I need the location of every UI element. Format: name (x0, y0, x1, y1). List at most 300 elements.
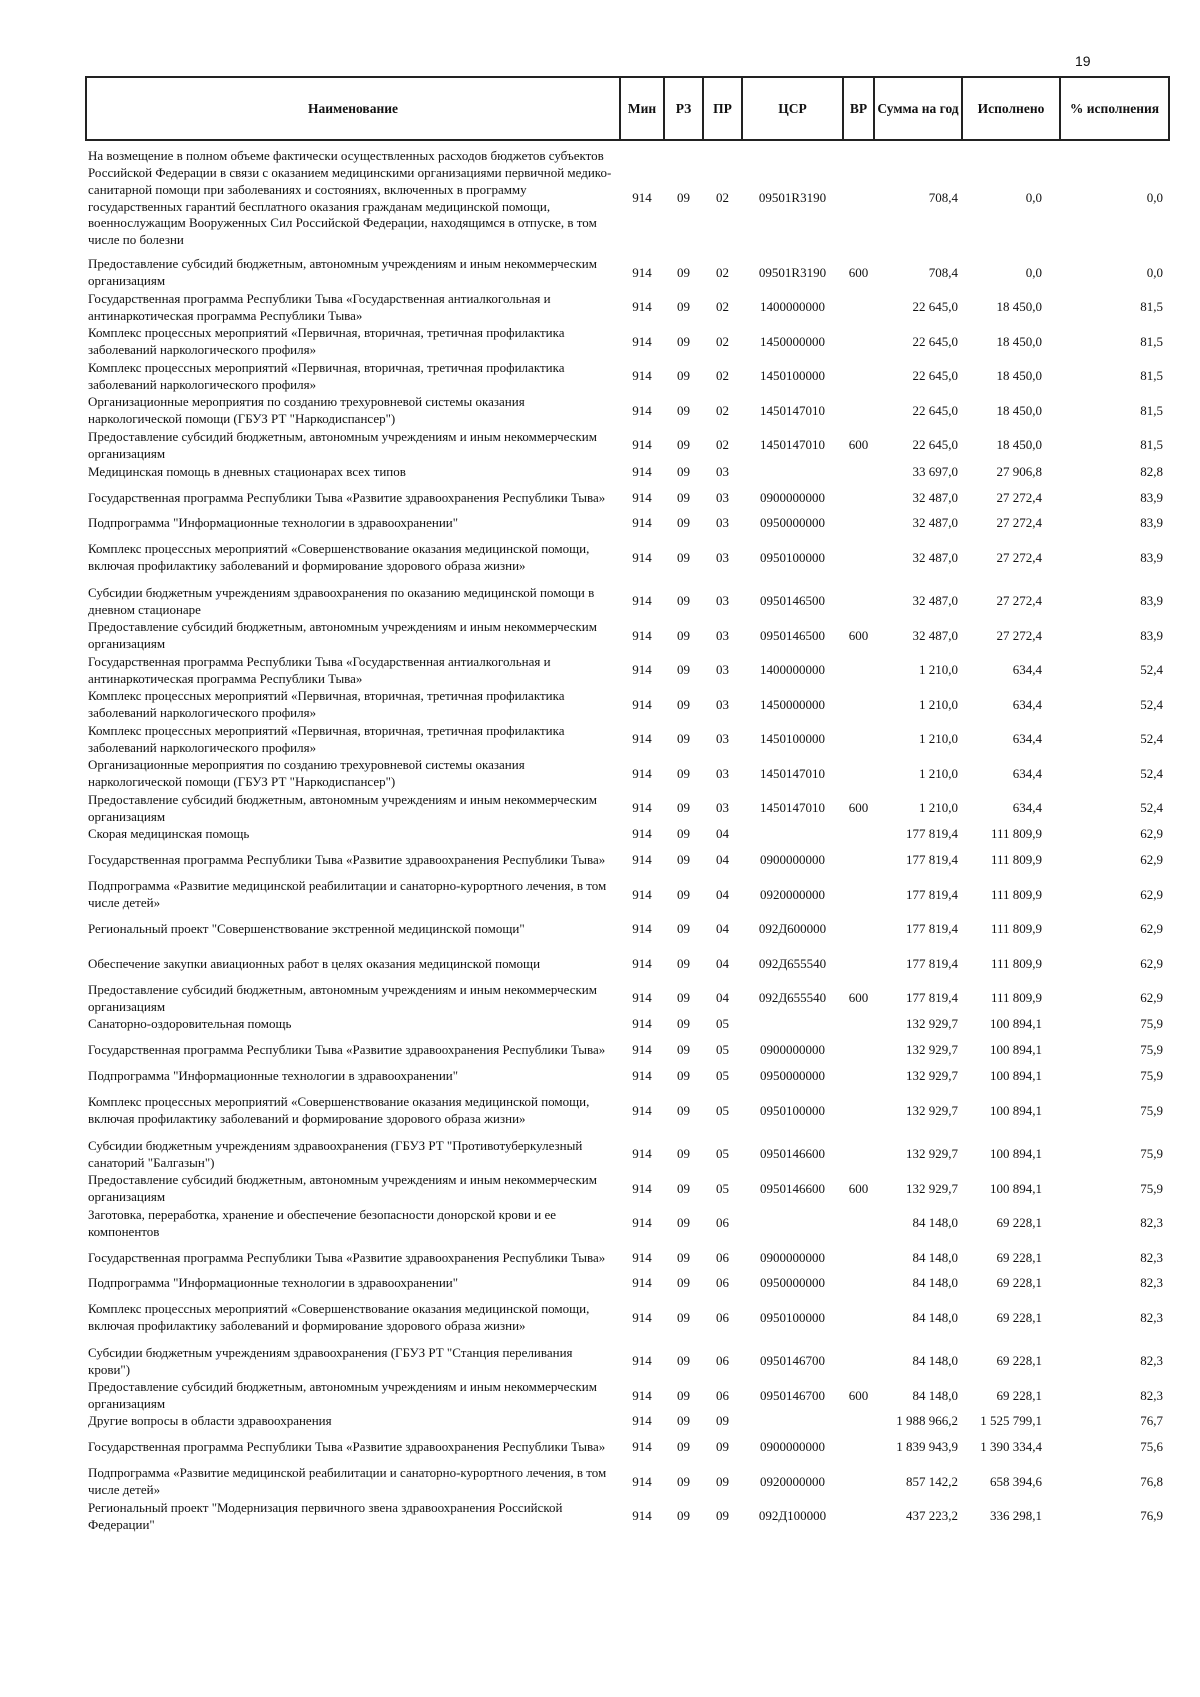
cell-min: 914 (632, 1102, 652, 1118)
cell-csr: 0950146500 (760, 593, 825, 609)
cell-pct: 81,5 (1140, 368, 1163, 384)
cell-csr: 0950000000 (760, 1068, 825, 1084)
cell-min: 914 (632, 264, 652, 280)
cell-name: Государственная программа Республики Тыва «Развитие здравоохранения Республики Тыва» (88, 1042, 606, 1058)
header-vr: ВР (843, 77, 874, 140)
cell-name: Комплекс процессных мероприятий «Совершенствование оказания медицинской помощи, включая профилактику заболеваний и формирование здорового образа жизни» (88, 1301, 590, 1333)
cell-pct: 52,4 (1140, 662, 1163, 678)
cell-min: 914 (632, 333, 652, 349)
table-row (86, 584, 1169, 619)
cell-pct: 82,3 (1140, 1309, 1163, 1325)
table-row (86, 1085, 1169, 1137)
cell-sum: 22 645,0 (912, 402, 958, 418)
cell-done: 1 525 799,1 (980, 1413, 1042, 1429)
cell-pr: 05 (716, 1042, 729, 1058)
table-body (86, 140, 1169, 1534)
cell-sum: 22 645,0 (912, 437, 958, 453)
cell-sum: 177 819,4 (906, 852, 958, 868)
table-row (86, 1016, 1169, 1033)
table-row (86, 515, 1169, 532)
cell-rz: 09 (677, 190, 690, 206)
cell-name: Государственная программа Республики Тыва «Развитие здравоохранения Республики Тыва» (88, 852, 606, 868)
table-row (86, 757, 1169, 791)
cell-sum: 708,4 (928, 190, 958, 206)
table-row (86, 1379, 1169, 1413)
table-row (86, 140, 1169, 256)
cell-done: 69 228,1 (996, 1275, 1042, 1291)
cell-pr: 09 (716, 1413, 729, 1429)
table-row (86, 1465, 1169, 1499)
cell-min: 914 (632, 1508, 652, 1524)
cell-rz: 09 (677, 1413, 690, 1429)
cell-pr: 04 (716, 990, 729, 1006)
cell-sum: 1 988 966,2 (896, 1413, 958, 1429)
cell-pr: 03 (716, 696, 729, 712)
cell-csr: 0950000000 (760, 515, 825, 531)
cell-sum: 708,4 (928, 264, 958, 280)
cell-done: 100 894,1 (990, 1102, 1042, 1118)
cell-name: Комплекс процессных мероприятий «Первичная, вторичная, третичная профилактика заболеваний наркологического профиля» (88, 325, 565, 357)
cell-csr: 0900000000 (760, 1439, 825, 1455)
table-row (86, 843, 1169, 878)
cell-vr (843, 481, 874, 515)
cell-csr: 1450000000 (760, 333, 825, 349)
cell-done: 69 228,1 (996, 1309, 1042, 1325)
cell-name: Подпрограмма "Информационные технологии в здравоохранении" (88, 1275, 459, 1291)
cell-pr: 04 (716, 852, 729, 868)
cell-pct: 83,9 (1140, 489, 1163, 505)
cell-name: Региональный проект "Совершенствование экстренной медицинской помощи" (88, 921, 525, 937)
table-row (86, 1499, 1169, 1534)
cell-pr: 06 (716, 1309, 729, 1325)
cell-sum: 132 929,7 (906, 1042, 958, 1058)
cell-pct: 52,4 (1140, 800, 1163, 816)
cell-min: 914 (632, 463, 652, 479)
cell-pct: 82,3 (1140, 1275, 1163, 1291)
cell-rz: 09 (677, 1042, 690, 1058)
cell-vr (843, 1033, 874, 1068)
cell-done: 69 228,1 (996, 1215, 1042, 1231)
cell-rz: 09 (677, 662, 690, 678)
cell-done: 100 894,1 (990, 1016, 1042, 1032)
cell-csr: 0950100000 (760, 1102, 825, 1118)
cell-csr: 0900000000 (760, 852, 825, 868)
cell-rz: 09 (677, 437, 690, 453)
cell-vr (843, 1292, 874, 1344)
cell-name: Организационные мероприятия по созданию трехуровневой системы оказания наркологической помощи (ГБУЗ РТ "Наркодиспансер") (88, 757, 525, 789)
cell-pct: 81,5 (1140, 333, 1163, 349)
cell-name: Государственная программа Республики Тыва «Государственная антиалкогольная и антинаркотическая программа Республики Тыва» (88, 653, 551, 686)
cell-sum: 1 210,0 (919, 800, 958, 816)
cell-pct: 76,8 (1140, 1473, 1163, 1489)
cell-csr: 0950100000 (760, 549, 825, 565)
cell-rz: 09 (677, 1068, 690, 1084)
cell-sum: 84 148,0 (912, 1249, 958, 1265)
table-row (86, 463, 1169, 481)
cell-sum: 84 148,0 (912, 1309, 958, 1325)
cell-sum: 177 819,4 (906, 826, 958, 842)
cell-pct: 0,0 (1146, 190, 1163, 206)
cell-csr: 092Д100000 (758, 1508, 827, 1524)
cell-sum: 177 819,4 (906, 921, 958, 937)
cell-rz: 09 (677, 1016, 690, 1032)
table-row (86, 394, 1169, 428)
cell-min: 914 (632, 549, 652, 565)
cell-rz: 09 (677, 463, 690, 479)
cell-done: 27 272,4 (996, 593, 1042, 609)
cell-pct: 62,9 (1140, 826, 1163, 842)
cell-pr: 06 (716, 1275, 729, 1291)
cell-done: 18 450,0 (996, 299, 1042, 315)
cell-sum: 1 210,0 (919, 696, 958, 712)
cell-sum: 32 487,0 (912, 489, 958, 505)
cell-vr: 600 (848, 800, 869, 816)
cell-csr (742, 1016, 843, 1033)
cell-rz: 09 (677, 990, 690, 1006)
cell-vr (843, 826, 874, 843)
budget-execution-table (85, 76, 1170, 1534)
cell-name: Предоставление субсидий бюджетным, автономным учреждениям и иным некоммерческим организациям (88, 619, 597, 651)
cell-vr (843, 394, 874, 428)
cell-rz: 09 (677, 886, 690, 902)
cell-pr: 03 (716, 627, 729, 643)
cell-csr: 0900000000 (760, 1249, 825, 1265)
cell-csr (742, 1206, 843, 1241)
cell-rz: 09 (677, 826, 690, 842)
cell-pr: 04 (716, 955, 729, 971)
cell-csr: 092Д655540 (758, 990, 827, 1006)
cell-rz: 09 (677, 402, 690, 418)
cell-vr: 600 (848, 264, 869, 280)
cell-name: Субсидии бюджетным учреждениям здравоохранения (ГБУЗ РТ "Противотуберкулезный санаторий "Балгазын") (88, 1137, 583, 1170)
cell-sum: 132 929,7 (906, 1102, 958, 1118)
table-row (86, 325, 1169, 359)
header-min: Мин (620, 77, 664, 140)
cell-done: 27 272,4 (996, 515, 1042, 531)
cell-vr (843, 688, 874, 722)
table-row (86, 722, 1169, 757)
cell-done: 100 894,1 (990, 1180, 1042, 1196)
cell-sum: 32 487,0 (912, 515, 958, 531)
cell-pct: 81,5 (1140, 402, 1163, 418)
cell-name: Предоставление субсидий бюджетным, автономным учреждениям и иным некоммерческим организациям (88, 1379, 597, 1411)
cell-pr: 05 (716, 1068, 729, 1084)
cell-done: 18 450,0 (996, 368, 1042, 384)
cell-rz: 09 (677, 549, 690, 565)
cell-name: Подпрограмма "Информационные технологии в здравоохранении" (88, 1068, 459, 1084)
cell-min: 914 (632, 1215, 652, 1231)
cell-pr: 02 (716, 190, 729, 206)
cell-done: 27 906,8 (996, 463, 1042, 479)
cell-csr: 0950146600 (760, 1146, 825, 1162)
cell-vr (843, 1016, 874, 1033)
cell-min: 914 (632, 800, 652, 816)
cell-rz: 09 (677, 1387, 690, 1403)
cell-name: На возмещение в полном объеме фактически осуществленных расходов бюджетов субъектов Российской Федерации в связи с оказанием медицинскими организациями первичной медико-санитарной помощи при заболеваниях и состояниях, включенных в программу государственных гарантий бесплатного оказания гражданам медицинской помощи, военнослужащим Вооруженных Сил Российской Федерации, находящимся в отпуске, в том числе по болезни (88, 147, 612, 248)
cell-pct: 83,9 (1140, 515, 1163, 531)
cell-min: 914 (632, 955, 652, 971)
cell-rz: 09 (677, 696, 690, 712)
header-sum: Сумма на год (874, 77, 962, 140)
cell-pr: 06 (716, 1387, 729, 1403)
table-row (86, 688, 1169, 722)
cell-pr: 03 (716, 463, 729, 479)
table-row (86, 1275, 1169, 1292)
cell-vr (843, 290, 874, 325)
cell-min: 914 (632, 190, 652, 206)
cell-vr (843, 584, 874, 619)
cell-min: 914 (632, 731, 652, 747)
cell-vr (843, 1085, 874, 1137)
cell-name: Комплекс процессных мероприятий «Первичная, вторичная, третичная профилактика заболеваний наркологического профиля» (88, 359, 565, 392)
cell-rz: 09 (677, 765, 690, 781)
cell-name: Санаторно-оздоровительная помощь (88, 1016, 292, 1032)
cell-name: Предоставление субсидий бюджетным, автономным учреждениям и иным некоммерческим организациям (88, 791, 597, 824)
cell-name: Предоставление субсидий бюджетным, автономным учреждениям и иным некоммерческим организациям (88, 981, 597, 1014)
cell-min: 914 (632, 593, 652, 609)
cell-done: 1 390 334,4 (980, 1439, 1042, 1455)
table-row (86, 981, 1169, 1016)
header-name: Наименование (86, 77, 620, 140)
cell-pr: 03 (716, 731, 729, 747)
table-row (86, 481, 1169, 515)
cell-pct: 81,5 (1140, 437, 1163, 453)
cell-min: 914 (632, 990, 652, 1006)
cell-min: 914 (632, 765, 652, 781)
cell-min: 914 (632, 402, 652, 418)
cell-done: 100 894,1 (990, 1146, 1042, 1162)
cell-pr: 06 (716, 1215, 729, 1231)
cell-sum: 132 929,7 (906, 1146, 958, 1162)
cell-csr: 0950146700 (760, 1387, 825, 1403)
cell-csr: 0900000000 (760, 489, 825, 505)
cell-rz: 09 (677, 1473, 690, 1489)
cell-vr (843, 515, 874, 532)
cell-pr: 02 (716, 333, 729, 349)
cell-sum: 22 645,0 (912, 333, 958, 349)
cell-name: Подпрограмма "Информационные технологии в здравоохранении" (88, 515, 459, 531)
cell-vr (843, 325, 874, 359)
cell-done: 111 809,9 (990, 886, 1042, 902)
cell-rz: 09 (677, 1309, 690, 1325)
cell-done: 111 809,9 (990, 852, 1042, 868)
cell-pr: 02 (716, 368, 729, 384)
cell-pct: 83,9 (1140, 593, 1163, 609)
cell-sum: 84 148,0 (912, 1387, 958, 1403)
cell-min: 914 (632, 696, 652, 712)
cell-min: 914 (632, 1387, 652, 1403)
table-row (86, 619, 1169, 653)
cell-rz: 09 (677, 955, 690, 971)
cell-done: 27 272,4 (996, 627, 1042, 643)
cell-done: 634,4 (1012, 765, 1042, 781)
cell-csr: 1450147010 (760, 765, 825, 781)
cell-pr: 05 (716, 1016, 729, 1032)
cell-pct: 62,9 (1140, 990, 1163, 1006)
cell-name: Медицинская помощь в дневных стационарах всех типов (88, 463, 406, 479)
cell-min: 914 (632, 437, 652, 453)
cell-name: Комплекс процессных мероприятий «Первичная, вторичная, третичная профилактика заболеваний наркологического профиля» (88, 722, 565, 755)
cell-sum: 84 148,0 (912, 1215, 958, 1231)
cell-csr: 0950146500 (760, 627, 825, 643)
table-row (86, 912, 1169, 947)
cell-rz: 09 (677, 368, 690, 384)
cell-sum: 132 929,7 (906, 1180, 958, 1196)
cell-name: Комплекс процессных мероприятий «Совершенствование оказания медицинской помощи, включая профилактику заболеваний и формирование здорового образа жизни» (88, 541, 590, 573)
cell-name: Региональный проект "Модернизация первичного звена здравоохранения Российской Федерации" (88, 1499, 563, 1532)
table-row (86, 826, 1169, 843)
cell-rz: 09 (677, 921, 690, 937)
cell-pr: 02 (716, 437, 729, 453)
cell-sum: 1 839 943,9 (896, 1439, 958, 1455)
table-row (86, 256, 1169, 290)
cell-csr: 1450100000 (760, 368, 825, 384)
cell-done: 111 809,9 (990, 990, 1042, 1006)
cell-name: Обеспечение закупки авиационных работ в целях оказания медицинской помощи (88, 955, 541, 971)
cell-csr (742, 463, 843, 481)
cell-vr (843, 140, 874, 256)
cell-min: 914 (632, 627, 652, 643)
cell-rz: 09 (677, 515, 690, 531)
cell-min: 914 (632, 489, 652, 505)
cell-pct: 62,9 (1140, 852, 1163, 868)
cell-vr (843, 843, 874, 878)
cell-done: 100 894,1 (990, 1042, 1042, 1058)
cell-csr: 0950146600 (760, 1180, 825, 1196)
table-row (86, 1137, 1169, 1172)
table-row (86, 791, 1169, 826)
table-row (86, 1344, 1169, 1379)
cell-done: 18 450,0 (996, 402, 1042, 418)
cell-pr: 02 (716, 402, 729, 418)
cell-rz: 09 (677, 1275, 690, 1291)
cell-vr (843, 947, 874, 981)
cell-sum: 132 929,7 (906, 1068, 958, 1084)
cell-min: 914 (632, 1180, 652, 1196)
cell-min: 914 (632, 1439, 652, 1455)
cell-csr: 1450147010 (760, 437, 825, 453)
header-rz: РЗ (664, 77, 703, 140)
cell-min: 914 (632, 1309, 652, 1325)
cell-rz: 09 (677, 1353, 690, 1369)
cell-done: 111 809,9 (990, 955, 1042, 971)
cell-vr: 600 (848, 627, 869, 643)
cell-pct: 82,3 (1140, 1353, 1163, 1369)
cell-pr: 03 (716, 662, 729, 678)
cell-pct: 82,3 (1140, 1387, 1163, 1403)
cell-csr: 09501R3190 (758, 190, 827, 206)
table-row (86, 1292, 1169, 1344)
cell-done: 18 450,0 (996, 333, 1042, 349)
cell-sum: 857 142,2 (906, 1473, 958, 1489)
cell-min: 914 (632, 299, 652, 315)
cell-done: 634,4 (1012, 800, 1042, 816)
cell-done: 27 272,4 (996, 489, 1042, 505)
header-pct: % исполнения (1060, 77, 1169, 140)
cell-done: 634,4 (1012, 662, 1042, 678)
table-row (86, 1206, 1169, 1241)
cell-pr: 03 (716, 515, 729, 531)
cell-done: 27 272,4 (996, 549, 1042, 565)
table-row (86, 290, 1169, 325)
cell-rz: 09 (677, 264, 690, 280)
cell-vr (843, 1465, 874, 1499)
cell-csr (742, 826, 843, 843)
cell-csr: 0900000000 (760, 1042, 825, 1058)
cell-pr: 02 (716, 299, 729, 315)
cell-rz: 09 (677, 1102, 690, 1118)
cell-pct: 62,9 (1140, 955, 1163, 971)
cell-vr (843, 757, 874, 791)
cell-csr: 092Д655540 (758, 955, 827, 971)
cell-sum: 177 819,4 (906, 990, 958, 1006)
cell-min: 914 (632, 886, 652, 902)
cell-done: 0,0 (1025, 190, 1042, 206)
cell-rz: 09 (677, 489, 690, 505)
cell-pr: 05 (716, 1146, 729, 1162)
cell-pr: 06 (716, 1249, 729, 1265)
header-row (86, 77, 1169, 140)
cell-rz: 09 (677, 1249, 690, 1265)
cell-pr: 09 (716, 1508, 729, 1524)
cell-pr: 04 (716, 886, 729, 902)
table-row (86, 653, 1169, 688)
cell-name: Субсидии бюджетным учреждениям здравоохранения по оказанию медицинской помощи в дневном стационаре (88, 584, 595, 617)
cell-csr: 092Д600000 (758, 921, 827, 937)
cell-pr: 03 (716, 489, 729, 505)
cell-name: Предоставление субсидий бюджетным, автономным учреждениям и иным некоммерческим организациям (88, 256, 597, 288)
cell-sum: 84 148,0 (912, 1275, 958, 1291)
cell-min: 914 (632, 1275, 652, 1291)
cell-pr: 04 (716, 826, 729, 842)
cell-min: 914 (632, 921, 652, 937)
cell-rz: 09 (677, 1146, 690, 1162)
cell-csr: 1450100000 (760, 731, 825, 747)
cell-rz: 09 (677, 333, 690, 349)
cell-pct: 75,9 (1140, 1042, 1163, 1058)
cell-pct: 75,6 (1140, 1439, 1163, 1455)
cell-name: Другие вопросы в области здравоохранения (88, 1413, 332, 1429)
cell-vr (843, 1206, 874, 1241)
cell-sum: 33 697,0 (912, 463, 958, 479)
cell-vr (843, 1068, 874, 1085)
cell-vr: 600 (848, 1180, 869, 1196)
cell-name: Государственная программа Республики Тыва «Развитие здравоохранения Республики Тыва» (88, 1249, 606, 1265)
cell-min: 914 (632, 852, 652, 868)
cell-pr: 05 (716, 1102, 729, 1118)
cell-vr (843, 1430, 874, 1465)
cell-rz: 09 (677, 1180, 690, 1196)
cell-min: 914 (632, 1146, 652, 1162)
cell-rz: 09 (677, 627, 690, 643)
cell-sum: 32 487,0 (912, 593, 958, 609)
cell-name: Организационные мероприятия по созданию трехуровневой системы оказания наркологической помощи (ГБУЗ РТ "Наркодиспансер") (88, 394, 525, 426)
cell-pct: 81,5 (1140, 299, 1163, 315)
cell-vr (843, 1499, 874, 1534)
cell-sum: 22 645,0 (912, 299, 958, 315)
page-number: 19 (1075, 53, 1091, 69)
cell-vr: 600 (848, 437, 869, 453)
cell-rz: 09 (677, 731, 690, 747)
cell-name: Предоставление субсидий бюджетным, автономным учреждениям и иным некоммерческим организациям (88, 1172, 597, 1204)
cell-vr (843, 1137, 874, 1172)
table-row (86, 1068, 1169, 1085)
cell-vr (843, 1241, 874, 1275)
cell-pct: 76,7 (1140, 1413, 1163, 1429)
cell-pct: 52,4 (1140, 765, 1163, 781)
cell-pr: 05 (716, 1180, 729, 1196)
cell-pct: 82,3 (1140, 1215, 1163, 1231)
